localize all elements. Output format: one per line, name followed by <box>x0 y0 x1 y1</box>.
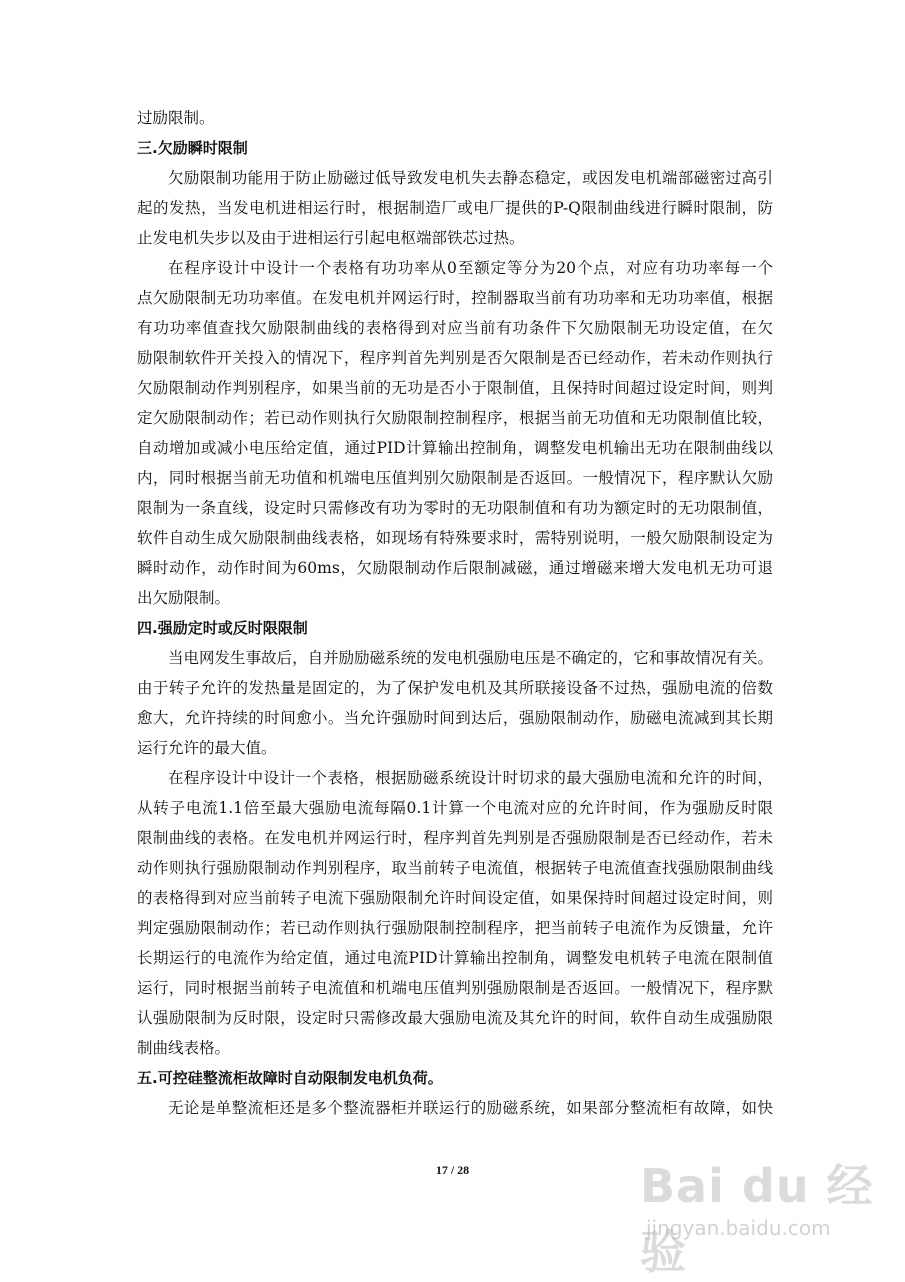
paragraph-line: 内，同时根据当前无功值和机端电压值判别欠励限制是否返回。一般情况下，程序默认欠励 <box>137 469 773 487</box>
paragraph-line: 运行允许的最大值。 <box>137 739 277 757</box>
paragraph-first-line: 无论是单整流柜还是多个整流器柜并联运行的励磁系统，如果部分整流柜有故障，如快 <box>168 1099 773 1117</box>
paragraph-line: 认强励限制为反时限，设定时只需修改最大强励电流及其允许的时间，软件自动生成强励限 <box>137 1009 773 1027</box>
paragraph-line: 出欠励限制。 <box>137 589 231 607</box>
paragraph-line: 欠励限制动作判别程序，如果当前的无功是否小于限制值，且保持时间超过设定时间，则判 <box>137 379 773 397</box>
paragraph-first-line: 欠励限制功能用于防止励磁过低导致发电机失去静态稳定，或因发电机端部磁密过高引 <box>168 169 773 187</box>
paragraph-line: 动作则执行强励限制动作判别程序，取当前转子电流值，根据转子电流值查找强励限制曲线 <box>137 859 773 877</box>
paragraph-line: 过励限制。 <box>137 109 215 127</box>
section-heading: 五.可控硅整流柜故障时自动限制发电机负荷。 <box>137 1069 443 1087</box>
paragraph-line: 止发电机失步以及由于进相运行引起电枢端部铁芯过热。 <box>137 229 525 247</box>
paragraph-line: 制曲线表格。 <box>137 1039 231 1057</box>
paragraph-line: 长期运行的电流作为给定值，通过电流PID计算输出控制角，调整发电机转子电流在限制值 <box>137 949 773 967</box>
paragraph-line: 励限制软件开关投入的情况下，程序判首先判别是否欠限制是否已经动作，若未动作则执行 <box>137 349 773 367</box>
paragraph-line: 愈大，允许持续的时间愈小。当允许强励时间到达后，强励限制动作，励磁电流减到其长期 <box>137 709 773 727</box>
paragraph-line: 有功功率值查找欠励限制曲线的表格得到对应当前有功条件下欠励限制无功设定值，在欠 <box>137 319 773 337</box>
paragraph-line: 限制曲线的表格。在发电机并网运行时，程序判首先判别是否强励限制是否已经动作，若未 <box>137 829 773 847</box>
paragraph-first-line: 在程序设计中设计一个表格，根据励磁系统设计时切求的最大强励电流和允许的时间， <box>168 769 773 787</box>
document-body <box>137 103 773 1123</box>
paragraph-line: 的表格得到对应当前转子电流下强励限制允许时间设定值，如果保持时间超过设定时间，则 <box>137 889 773 907</box>
paragraph-first-line: 当电网发生事故后，自并励励磁系统的发电机强励电压是不确定的，它和事故情况有关。 <box>168 649 773 667</box>
paragraph-line: 限制为一条直线，设定时只需修改有功为零时的无功限制值和有功为额定时的无功限制值， <box>137 499 773 517</box>
paragraph-line: 从转子电流1.1倍至最大强励电流每隔0.1计算一个电流对应的允许时间，作为强励反时限 <box>137 799 773 817</box>
baidu-logo-text: Bai du 经验 <box>640 1159 874 1279</box>
paragraph-line: 点欠励限制无功功率值。在发电机并网运行时，控制器取当前有功功率和无功功率值，根据 <box>137 289 773 307</box>
page-number: 17 / 28 <box>435 1163 470 1177</box>
paragraph-first-line: 在程序设计中设计一个表格有功功率从0至额定等分为20个点，对应有功功率每一个 <box>168 259 773 277</box>
section-heading: 三.欠励瞬时限制 <box>137 139 248 157</box>
paragraph-line: 起的发热，当发电机进相运行时，根据制造厂或电厂提供的P-Q限制曲线进行瞬时限制，防 <box>137 199 773 217</box>
paragraph-line: 软件自动生成欠励限制曲线表格，如现场有特殊要求时，需特别说明，一般欠励限制设定为 <box>137 529 773 547</box>
paragraph-line: 瞬时动作，动作时间为60ms，欠励限制动作后限制减磁，通过增磁来增大发电机无功可退 <box>137 559 773 577</box>
paragraph-line: 由于转子允许的发热量是固定的，为了保护发电机及其所联接设备不过热，强励电流的倍数 <box>137 679 773 697</box>
section-heading: 四.强励定时或反时限限制 <box>137 619 308 637</box>
watermark-url: jingyan.baidu.com <box>646 1216 831 1240</box>
paragraph-line: 运行，同时根据当前转子电流值和机端电压值判别强励限制是否返回。一般情况下，程序默 <box>137 979 773 997</box>
paragraph-line: 自动增加或减小电压给定值，通过PID计算输出控制角，调整发电机输出无功在限制曲线以 <box>137 439 773 457</box>
paragraph-line: 定欠励限制动作；若已动作则执行欠励限制控制程序，根据当前无功值和无功限制值比较， <box>137 409 773 427</box>
paragraph-line: 判定强励限制动作；若已动作则执行强励限制控制程序，把当前转子电流作为反馈量，允许 <box>137 919 773 937</box>
